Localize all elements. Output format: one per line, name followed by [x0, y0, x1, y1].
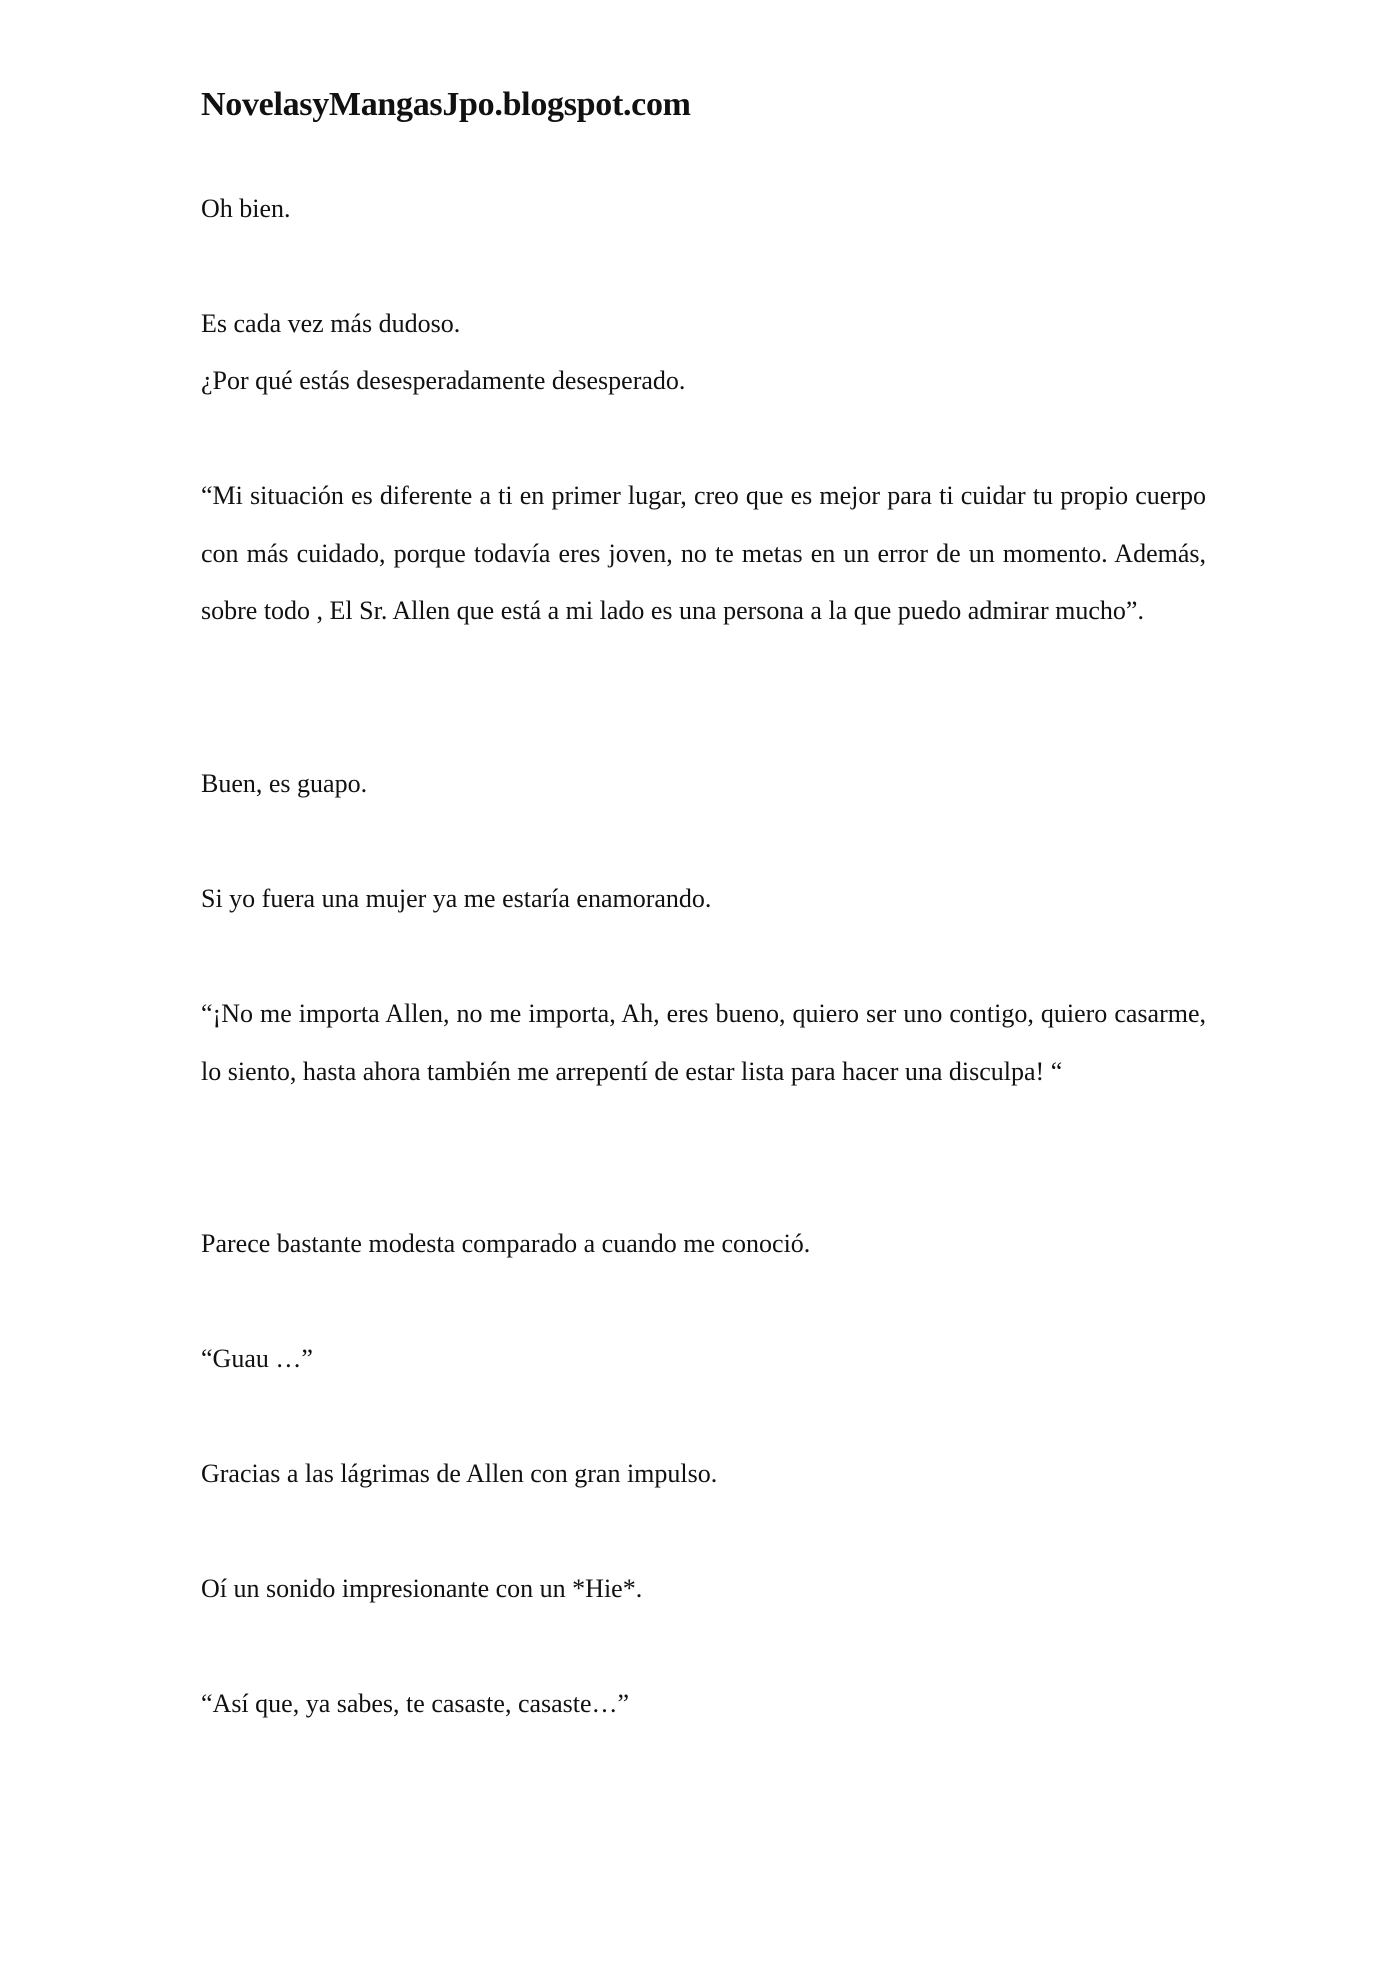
paragraph-por-que: ¿Por qué estás desesperadamente desesperado.	[201, 366, 686, 395]
paragraph-si-yo-fuera: Si yo fuera una mujer ya me estaría enamorando.	[201, 884, 712, 913]
paragraph-oh-bien: Oh bien.	[201, 194, 291, 223]
paragraph-parece-modesta: Parece bastante modesta comparado a cuando me conoció.	[201, 1229, 811, 1258]
paragraph-gracias: Gracias a las lágrimas de Allen con gran impulso.	[201, 1459, 718, 1488]
paragraph-guau: “Guau …”	[201, 1344, 313, 1373]
paragraph-mi-situacion: “Mi situación es diferente a ti en primer lugar, creo que es mejor para ti cuidar tu propio cuerpo con más cuidado, porque todavía eres joven, no te metas en un error de un momento. Además, sobre todo , El Sr. Allen que está a mi lado es una persona a la que puedo admirar mucho”.	[201, 481, 1206, 625]
paragraph-buen-guapo: Buen, es guapo.	[201, 769, 368, 798]
paragraph-asi-que: “Así que, ya sabes, te casaste, casaste…”	[201, 1689, 630, 1718]
paragraph-oi-sonido: Oí un sonido impresionante con un *Hie*.	[201, 1574, 643, 1603]
paragraph-no-me-importa: “¡No me importa Allen, no me importa, Ah, eres bueno, quiero ser uno contigo, quiero casarme, lo siento, hasta ahora también me arrepentí de estar lista para hacer una disculpa! “	[201, 999, 1206, 1086]
site-header: NovelasyMangasJpo.blogspot.com	[201, 86, 691, 123]
paragraph-dudoso: Es cada vez más dudoso.	[201, 309, 461, 338]
